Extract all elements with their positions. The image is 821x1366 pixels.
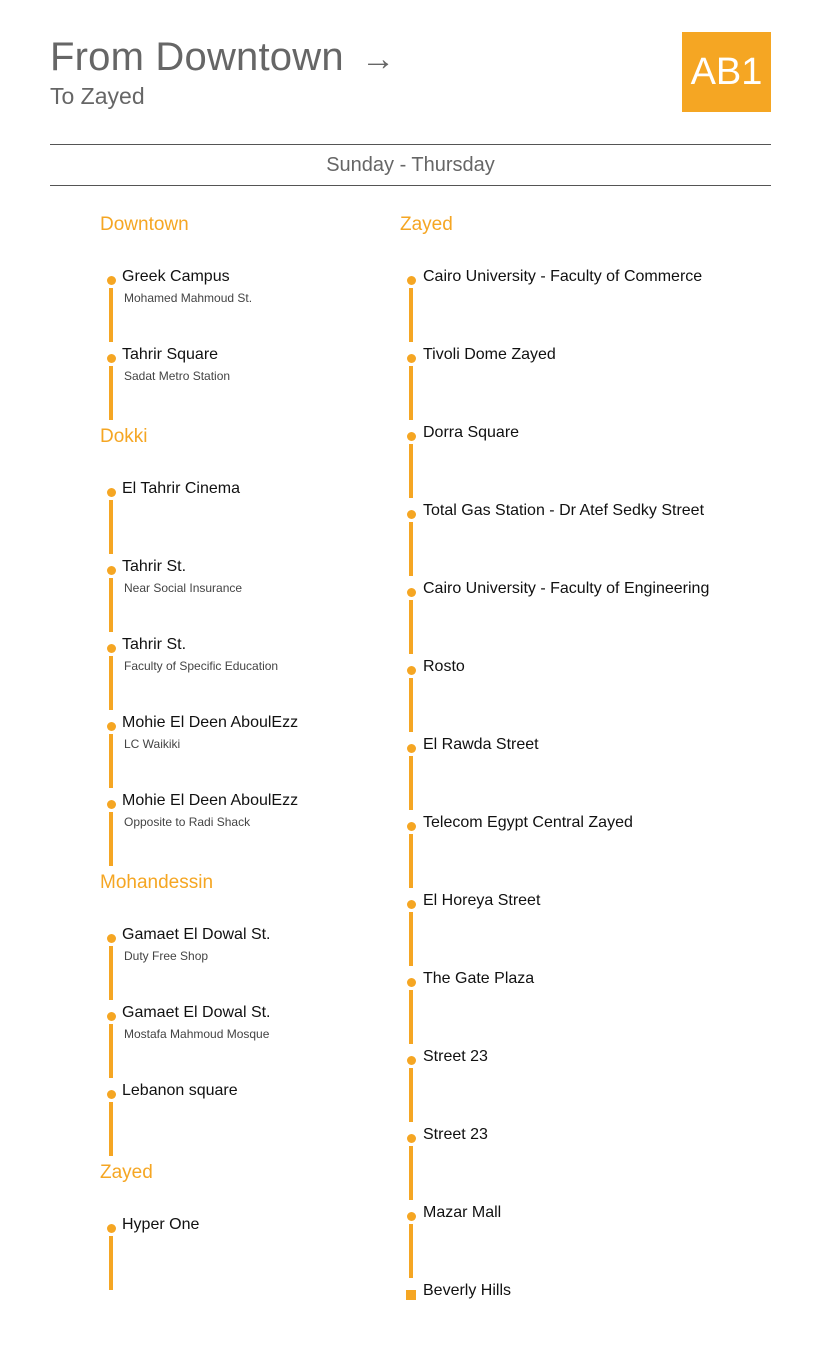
route-line xyxy=(409,522,413,576)
route-line xyxy=(109,500,113,554)
route-header xyxy=(50,32,771,112)
stop-name: El Horeya Street xyxy=(423,892,541,909)
stop-item[interactable] xyxy=(100,1214,390,1292)
stop-name: Mazar Mall xyxy=(423,1204,502,1221)
route-line xyxy=(409,444,413,498)
stop-dot-icon xyxy=(107,722,116,731)
stop-item[interactable] xyxy=(100,924,390,1002)
route-line xyxy=(409,756,413,810)
route-line xyxy=(409,366,413,420)
stop-item[interactable] xyxy=(400,344,780,422)
route-line xyxy=(109,578,113,632)
stop-dot-icon xyxy=(407,1056,416,1065)
stop-name: Mohie El Deen AboulEzz xyxy=(122,792,299,809)
stop-dot-icon xyxy=(107,276,116,285)
stop-landmark: Mohamed Mahmoud St. xyxy=(124,291,253,305)
stop-item[interactable] xyxy=(100,344,390,422)
stop-dot-icon xyxy=(407,1212,416,1221)
stop-name: Tivoli Dome Zayed xyxy=(423,346,556,363)
arrow-right-icon: → xyxy=(361,40,396,78)
stop-item[interactable] xyxy=(100,556,390,634)
stop-dot-icon xyxy=(407,744,416,753)
route-line xyxy=(109,812,113,866)
stop-name: Tahrir St. xyxy=(122,636,187,653)
stop-dot-icon xyxy=(107,800,116,809)
stop-item[interactable] xyxy=(400,422,780,500)
route-line xyxy=(409,1146,413,1200)
stop-dot-icon xyxy=(107,934,116,943)
stop-dot-icon xyxy=(407,354,416,363)
stop-item[interactable] xyxy=(400,1202,780,1280)
stop-name: Tahrir Square xyxy=(122,346,219,363)
stop-dot-icon xyxy=(107,354,116,363)
stop-landmark: Opposite to Radi Shack xyxy=(124,815,251,829)
stop-dot-icon xyxy=(407,1134,416,1143)
zone-title: Downtown xyxy=(100,214,189,235)
stop-dot-icon xyxy=(407,900,416,909)
stop-name: Greek Campus xyxy=(122,268,230,285)
stop-item[interactable] xyxy=(400,656,780,734)
stop-item[interactable] xyxy=(100,1002,390,1080)
route-line xyxy=(409,834,413,888)
stop-name: The Gate Plaza xyxy=(423,970,535,987)
stop-name: Beverly Hills xyxy=(423,1282,512,1299)
stop-dot-icon xyxy=(407,510,416,519)
stop-dot-icon xyxy=(407,432,416,441)
route-line xyxy=(109,656,113,710)
stop-name: Cairo University - Faculty of Engineering xyxy=(423,580,710,597)
stop-name: Street 23 xyxy=(423,1048,488,1065)
stop-name: Telecom Egypt Central Zayed xyxy=(423,814,633,831)
route-line xyxy=(409,912,413,966)
zone-dokki xyxy=(100,422,390,868)
stop-name: El Rawda Street xyxy=(423,736,539,753)
stop-dot-icon xyxy=(107,1090,116,1099)
route-title xyxy=(50,34,395,82)
stop-name: Rosto xyxy=(423,658,465,675)
stop-landmark: Near Social Insurance xyxy=(124,581,243,595)
route-line xyxy=(109,366,113,420)
route-line xyxy=(109,1236,113,1290)
route-line xyxy=(109,288,113,342)
stop-name: Tahrir St. xyxy=(122,558,187,575)
zone-downtown xyxy=(100,210,390,422)
stop-dot-icon xyxy=(107,566,116,575)
zone-zayed xyxy=(100,1158,390,1292)
route-line xyxy=(109,1024,113,1078)
stop-item[interactable] xyxy=(400,968,780,1046)
route-line xyxy=(409,678,413,732)
route-line xyxy=(109,1102,113,1156)
zone-title: Zayed xyxy=(100,1162,153,1183)
zone-title: Mohandessin xyxy=(100,872,214,893)
stop-item[interactable] xyxy=(100,634,390,712)
route-line xyxy=(409,288,413,342)
route-line xyxy=(109,734,113,788)
stop-name: Street 23 xyxy=(423,1126,488,1143)
stop-item[interactable] xyxy=(400,890,780,968)
stop-dot-icon xyxy=(407,822,416,831)
stop-name: El Tahrir Cinema xyxy=(122,480,240,497)
stop-dot-icon xyxy=(107,488,116,497)
route-code-badge: AB1 xyxy=(682,32,771,112)
stop-item[interactable] xyxy=(400,812,780,890)
stop-dot-icon xyxy=(407,276,416,285)
stop-landmark: Mostafa Mahmoud Mosque xyxy=(124,1027,270,1041)
stop-item[interactable] xyxy=(400,1124,780,1202)
stop-item[interactable] xyxy=(100,790,390,868)
stop-landmark: LC Waikiki xyxy=(124,737,181,751)
stop-item[interactable] xyxy=(100,266,390,344)
zone-title: Zayed xyxy=(400,214,453,235)
stop-landmark: Faculty of Specific Education xyxy=(124,659,279,673)
stop-name: Mohie El Deen AboulEzz xyxy=(122,714,299,731)
final-stop-square-icon xyxy=(406,1290,416,1300)
zone-zayed xyxy=(400,210,780,1358)
stop-item[interactable] xyxy=(400,734,780,812)
stop-name: Cairo University - Faculty of Commerce xyxy=(423,268,703,285)
stop-dot-icon xyxy=(407,978,416,987)
stop-item[interactable] xyxy=(400,578,780,656)
stop-item[interactable] xyxy=(400,266,780,344)
schedule-days: Sunday - Thursday xyxy=(50,144,771,186)
stop-name: Dorra Square xyxy=(423,424,520,441)
route-line xyxy=(409,600,413,654)
left-stops-column xyxy=(100,210,390,1292)
stop-name: Total Gas Station - Dr Atef Sedky Street xyxy=(423,502,705,519)
route-line xyxy=(409,1068,413,1122)
stop-name: Hyper One xyxy=(122,1216,200,1233)
stop-item[interactable] xyxy=(400,500,780,578)
zone-title: Dokki xyxy=(100,426,148,447)
stop-item[interactable] xyxy=(100,712,390,790)
zone-mohandessin xyxy=(100,868,390,1158)
stop-name: Lebanon square xyxy=(122,1082,238,1099)
stop-item[interactable] xyxy=(400,1046,780,1124)
stop-name: Gamaet El Dowal St. xyxy=(122,926,271,943)
stop-dot-icon xyxy=(107,644,116,653)
stop-name: Gamaet El Dowal St. xyxy=(122,1004,271,1021)
stop-item[interactable] xyxy=(100,1080,390,1158)
stop-dot-icon xyxy=(107,1224,116,1233)
stop-landmark: Sadat Metro Station xyxy=(124,369,231,383)
route-line xyxy=(109,946,113,1000)
right-stops-column xyxy=(400,210,780,1358)
origin-label: From Downtown xyxy=(50,35,344,79)
stop-item[interactable] xyxy=(100,478,390,556)
stop-dot-icon xyxy=(407,666,416,675)
stop-landmark: Duty Free Shop xyxy=(124,949,209,963)
stop-dot-icon xyxy=(407,588,416,597)
route-line xyxy=(409,1224,413,1278)
destination-label: To Zayed xyxy=(50,83,145,109)
stop-item-final[interactable] xyxy=(400,1280,780,1358)
route-line xyxy=(409,990,413,1044)
stop-dot-icon xyxy=(107,1012,116,1021)
